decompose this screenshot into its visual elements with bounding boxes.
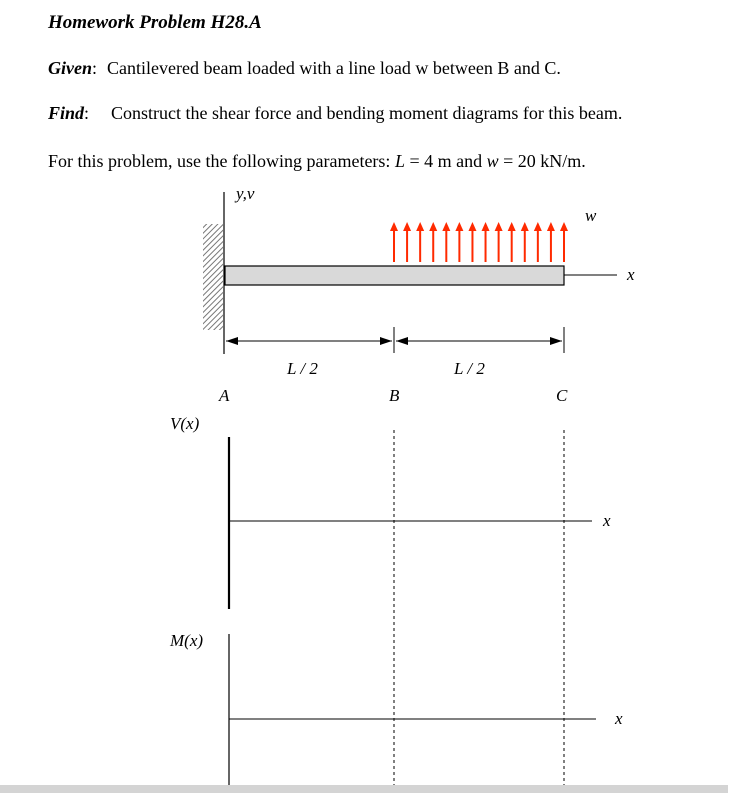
load-arrow-head: [468, 222, 476, 231]
point-label-c: C: [556, 386, 568, 405]
load-arrow-head: [482, 222, 490, 231]
shear-axis-label: V(x): [170, 414, 200, 433]
point-label-a: A: [219, 386, 230, 405]
dimension-arrowhead-right-b: [396, 337, 408, 345]
load-arrow-head: [495, 222, 503, 231]
distributed-load-arrows: [390, 222, 568, 262]
load-arrow-head: [403, 222, 411, 231]
load-arrow-head: [508, 222, 516, 231]
parameters-prefix: For this problem, use the following parameters:: [48, 151, 395, 171]
beam-body: [225, 266, 564, 285]
load-label-w: w: [585, 206, 597, 225]
dimension-label-left: L / 2: [287, 359, 318, 378]
beam-x-label: x: [627, 265, 635, 284]
load-arrow-head: [521, 222, 529, 231]
parameter-w-symbol: w: [486, 151, 499, 171]
dimension-arrowhead-right-c: [550, 337, 562, 345]
parameter-l-value: = 4 m and: [404, 151, 487, 171]
point-label-b: B: [389, 386, 400, 405]
parameter-w-value: = 20 kN/m.: [498, 151, 586, 171]
moment-x-label: x: [615, 709, 623, 728]
dimension-arrowhead-left-b: [380, 337, 392, 345]
problem-title: Homework Problem H28.A: [48, 12, 262, 33]
given-text: Cantilevered beam loaded with a line load w between B and C.: [107, 58, 561, 78]
parameter-l-symbol: L: [394, 151, 405, 171]
load-arrow-head: [390, 222, 398, 231]
load-arrow-head: [560, 222, 568, 231]
load-arrow-head: [534, 222, 542, 231]
load-arrow-head: [429, 222, 437, 231]
given-colon: :: [92, 58, 98, 78]
load-arrow-head: [547, 222, 555, 231]
dimension-label-right: L / 2: [454, 359, 485, 378]
load-arrow-head: [455, 222, 463, 231]
find-label: Find: [48, 103, 85, 123]
find-text: Construct the shear force and bending moment diagrams for this beam.: [111, 103, 623, 123]
given-label: Given: [48, 58, 92, 78]
shear-x-label: x: [603, 511, 611, 530]
wall-support-hatch: [203, 224, 223, 330]
dimension-arrowhead-left-a: [226, 337, 238, 345]
horizontal-scrollbar[interactable]: [0, 785, 728, 793]
load-arrow-head: [442, 222, 450, 231]
moment-axis-label: M(x): [170, 631, 204, 650]
load-arrow-head: [416, 222, 424, 231]
find-colon: :: [84, 103, 90, 123]
axis-label-yv: y,v: [236, 184, 255, 203]
